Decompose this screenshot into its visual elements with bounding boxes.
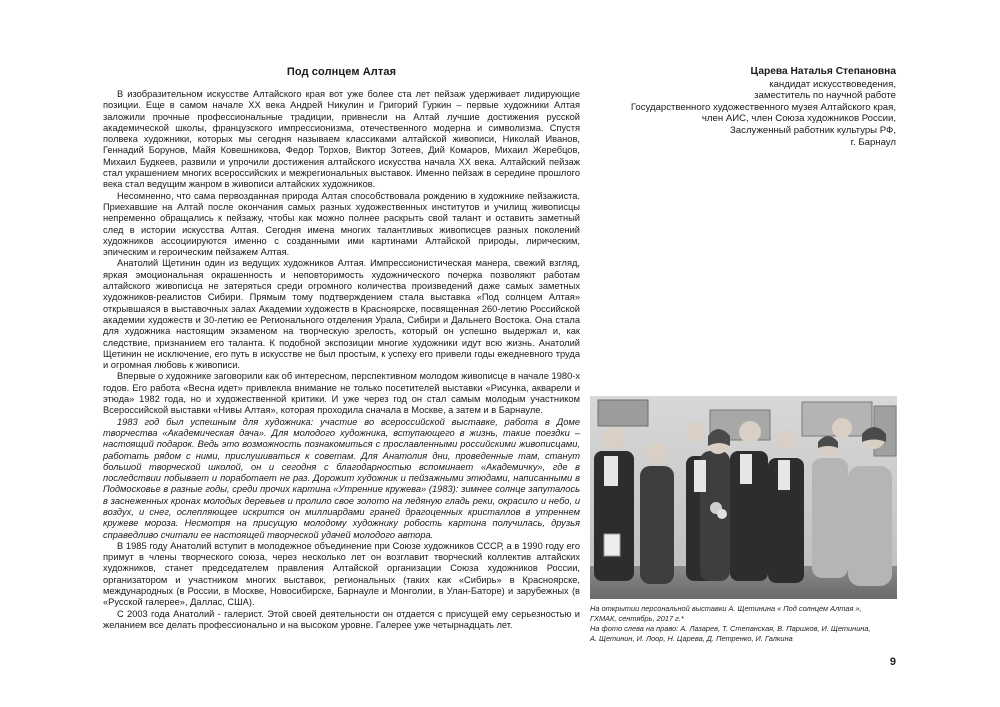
caption-line: На фото слева на право: А. Лазарев, Т. Степанская, В. Паршков, И. Щетинина, [590,624,871,633]
author-line: член АИС, член Союза художников России, [701,113,896,125]
caption-line: А. Щетинин, И. Лоор, Н. Царева, Д. Петренко, И. Галкина [590,634,793,643]
author-line: Государственного художественного музея Алтайского края, [630,101,896,113]
caption-line: ГХМАК, сентябрь, 2017 г.* [590,614,684,623]
article-paragraph: Впервые о художнике заговорили как об интересном, перспективном молодом живописце в начале 1980-х годов. Его работа «Весна идет» привлекла внимание не только посетителей выставки «Рисунка, акварели и этюда» 1982 года, но и художественной критики. И уже через год он стал самым молодым участником Всероссийской выставки «Нивы Алтая», которая проходила сначала в Москве, а затем и в Барнауле. [103,371,580,416]
author-name: Царева Наталья Степановна [750,66,896,77]
article-paragraph: 1983 год был успешным для художника: участие во всероссийской выставке, работа в Доме творчества «Академическая дача». Для молодого художника, вступающего в жизнь, такие поездки – настоящий подарок. Ведь это возможность познакомиться с прославленными российскими живописцами, работать рядом с ними, прислушиваться к советам. Для Анатолия дни, проведенные там, станут большой творческой школой, он и сегодня с благодарностью вспоминает «Академичку», где в последствии побывает и поработает не раз. Дорожит художник и пейзажными этюдами, написанными в Подмосковье в разные годы, среди прочих картина «Утренние кружева» (1983): зимнее солнце запуталось в заснеженных кронах молодых деревьев и пролило свое золото на ледяную гладь реки, окрасило и небо, и воздух, и снег, ослепляющее искрится он миллиардами граней драгоценных кристаллов в утреннем кружеве мороза. Несмотря на присущую молодому художнику робость картина получилась, друзья справедливо считали ее настоящей творческой удачей молодого автора. [103,416,580,540]
group-photo [590,396,897,599]
article-body [103,89,580,631]
article-paragraph: С 2003 года Анатолий - галерист. Этой своей деятельности он отдается с присущей ему серьезностью и желанием все делать профессионально и на высоком уровне. Галерее уже четырнадцать лет. [103,608,580,630]
article-title: Под солнцем Алтая [286,66,397,78]
author-line: Заслуженный работник культуры РФ, [730,124,896,136]
caption-line: На открытии персональной выставки А. Щетинина « Под солнцем Алтая », [590,604,862,613]
article-paragraph: В 1985 году Анатолий вступит в молодежное объединение при Союзе художников СССР, а в 1990 году его примут в члены творческого союза, через несколько лет он возглавит творческий коллектив алтайских художников, станет председателем правления Алтайской организации Союза художников России, организатором и участником многих выставок, региональных (таких как «Сибирь» в Красноярске, международных (в России, в Москве, Новосибирске, Барнауле и Монголии, в Улан-Баторе) и зарубежных (в «Русской галерее», Даллас, США). [103,540,580,608]
page-number: 9 [889,656,896,668]
group-photo-illustration [590,396,897,599]
article-paragraph: В изобразительном искусстве Алтайского края вот уже более ста лет пейзаж удерживает лидирующие позиции. Еще в самом начале XX века Андрей Никулин и Григорий Гуркин – первые художники Алтая заложили прочные профессиональные традиции, привнесли на Алтай лучшие достижения русской академической школы, французского импрессионизма, отечественного модерна и символизма. Спустя полвека художники, которых мы сегодня называем классиками алтайской живописи, Николай Иванов, Геннадий Борунов, Майя Ковешникова, Федор Торхов, Виктор Зотеев, Дий Комаров, Михаил Жеребцов, Михаил Будкеев, развили и упрочили достижения алтайского искусства начала XX века. Алтайский пейзаж стал украшением многих всероссийских и межрегиональных выставок. Именно пейзаж в середине прошлого века стал ведущим жанром в живописи алтайских художников. [103,89,580,190]
article-paragraph: Несомненно, что сама первозданная природа Алтая способствовала рождению в художнике пейзажиста. Приехавшие на Алтай после окончания самых разных художественных институтов и училищ живописцы непременно обращались к пейзажу, чтобы как можно полнее раскрыть свой талант и оставить заметный след в истории искусства Алтая. Сегодня имена многих талантливых живописцев разных поколений художников ассоциируются именно с созданными ими картинами Алтайской природы, лирическим, эпическим и героическим пейзажем Алтая. [103,190,580,258]
article-column [103,66,580,631]
author-line: кандидат искусствоведения, [769,78,896,90]
photo-caption [590,604,900,644]
author-line: г. Барнаул [850,136,896,148]
author-block [566,66,896,148]
article-paragraph: Анатолий Щетинин один из ведущих художников Алтая. Импрессионистическая манера, свежий взгляд, яркая эмоциональная окрашенность и неповторимость художнического почерка позволяют работам алтайского живописца не затеряться среди огромного количества произведений даже самых заметных художников-реалистов Сибири. Прямым тому подтверждением стала выставка «Под солнцем Алтая» открывшаяся в выставочных залах Академии художеств в Красноярске, посвященная 260-летию Российской академии художеств и 30-летию ее Регионального отделения Урала, Сибири и Дальнего Востока. Она стала для художника настоящим экзаменом на творческую зрелость, который он успешно выдержал и, как следствие, признанием его таланта. К подобной экспозиции многие художники идут всю жизнь. Анатолий Щетинин не исключение, его путь в искусстве не был простым, к успеху его привели годы ежедневного труда и огромная любовь к живописи. [103,258,580,371]
author-line: заместитель по научной работе [754,90,896,102]
